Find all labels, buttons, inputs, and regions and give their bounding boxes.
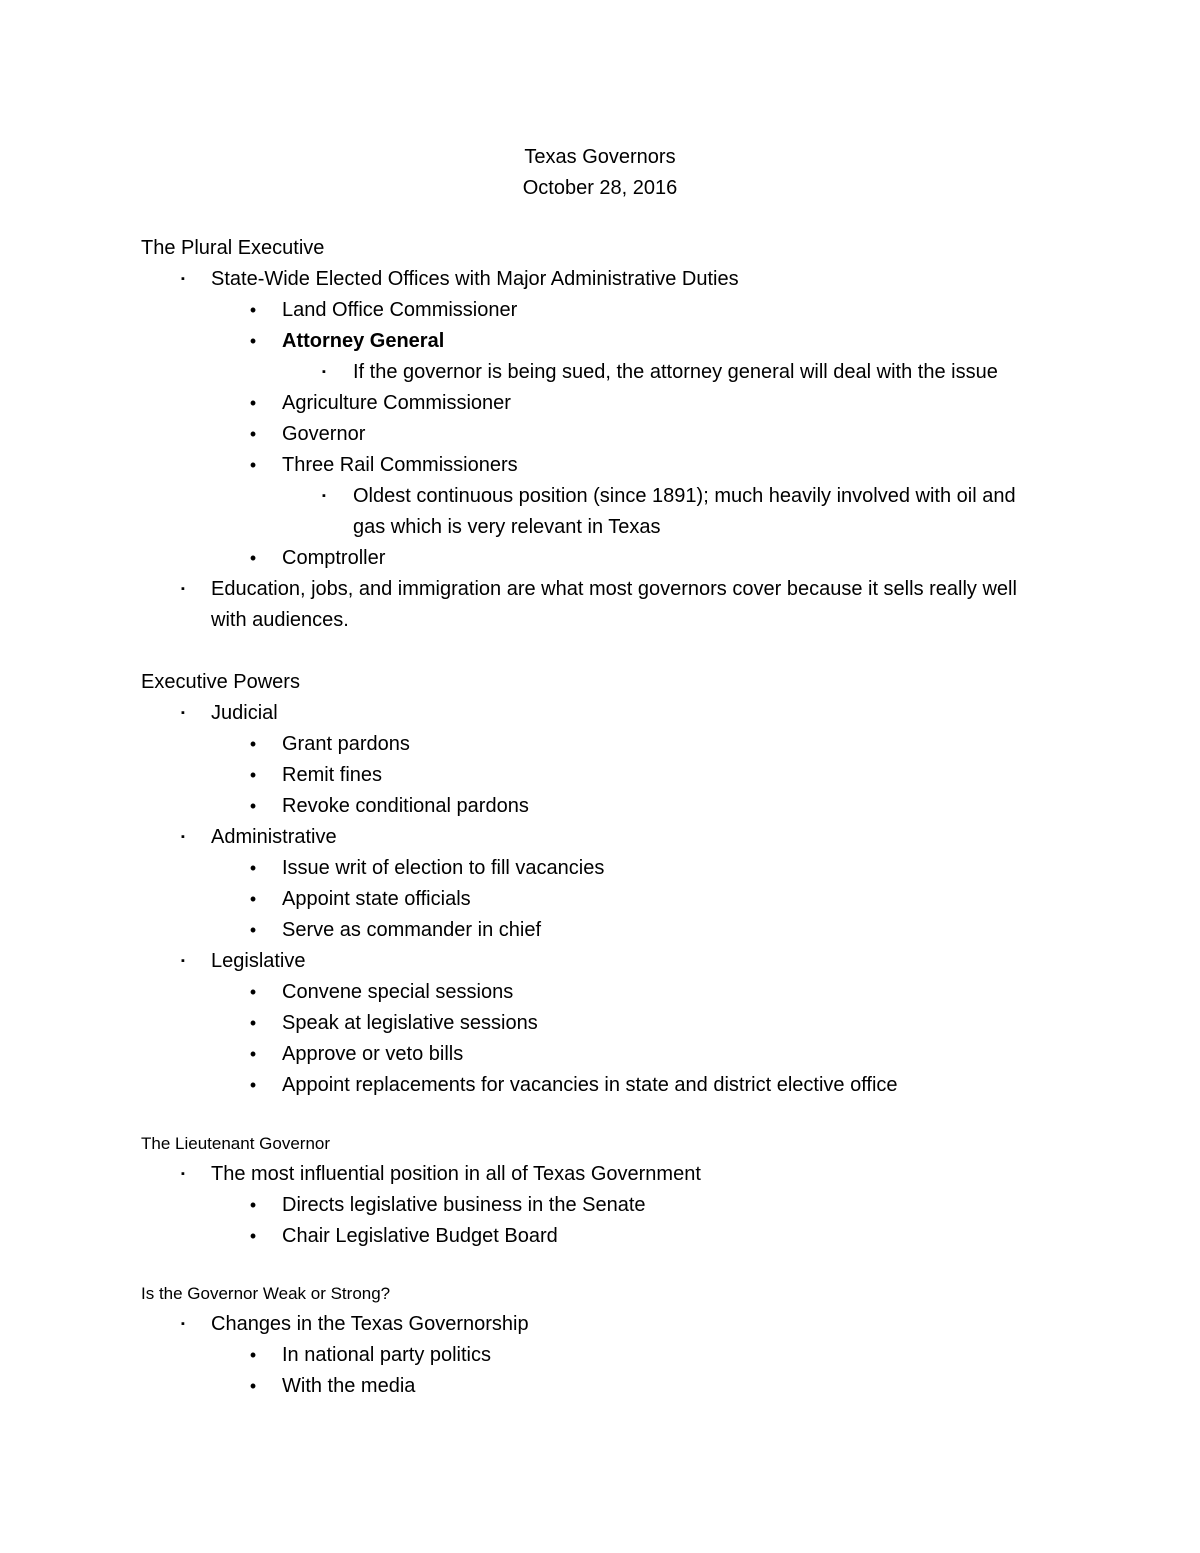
list-item [141,388,1101,419]
list-item [141,326,1101,357]
list-item-text: Three Rail Commissioners [282,454,518,476]
list-item [141,574,1101,636]
section-heading: The Plural Executive [141,237,325,259]
section-heading: Executive Powers [141,671,300,693]
section-heading: Is the Governor Weak or Strong? [141,1284,391,1303]
list-item [141,1221,1101,1252]
round-bullet-icon: • [249,1075,257,1095]
list-item [141,1159,1101,1190]
square-bullet-icon: ▪ [181,831,185,843]
round-bullet-icon: • [249,734,257,754]
list-item [141,915,1101,946]
list-item [141,853,1101,884]
list-item [141,760,1101,791]
section-plural-executive [141,233,1101,636]
list-item-text: Approve or veto bills [282,1043,464,1065]
list-item [141,1371,1101,1402]
list-item [141,1008,1101,1039]
round-bullet-icon: • [249,1013,257,1033]
document-title: Texas Governors [524,146,676,168]
list-item-text: Education, jobs, and immigration are what most governors cover because it sells really well with audiences. [211,578,1017,631]
round-bullet-icon: • [249,858,257,878]
list-item [141,295,1101,326]
square-bullet-icon: ▪ [181,707,185,719]
round-bullet-icon: • [249,424,257,444]
list-item-text: Serve as commander in chief [282,919,542,941]
section-heading: The Lieutenant Governor [141,1134,331,1153]
list-item-text: Revoke conditional pardons [282,795,529,817]
list-item [141,1070,1101,1101]
round-bullet-icon: • [249,331,257,351]
list-item [141,1039,1101,1070]
list-item [141,791,1101,822]
list-item [141,419,1101,450]
title-block [0,142,1200,204]
list-item [141,264,1101,295]
list-item-text: Appoint replacements for vacancies in state and district elective office [282,1074,898,1096]
list-item [141,977,1101,1008]
section-executive-powers [141,667,1101,1101]
list-item-text: Chair Legislative Budget Board [282,1225,558,1247]
round-bullet-icon: • [249,548,257,568]
section-weak-or-strong [141,1278,1101,1402]
square-bullet-icon: ▪ [181,955,185,967]
round-bullet-icon: • [249,796,257,816]
list-item-text: Attorney General [282,330,445,352]
list-item [141,357,1101,388]
list-item-text: Appoint state officials [282,888,471,910]
list-item-text: Changes in the Texas Governorship [211,1313,529,1335]
list-item [141,698,1101,729]
round-bullet-icon: • [249,1195,257,1215]
round-bullet-icon: • [249,300,257,320]
list-item [141,1190,1101,1221]
list-item-text: In national party politics [282,1344,492,1366]
list-item-text: Speak at legislative sessions [282,1012,538,1034]
list-item [141,822,1101,853]
square-bullet-icon: ▪ [181,583,185,595]
list-item [141,543,1101,574]
round-bullet-icon: • [249,982,257,1002]
round-bullet-icon: • [249,1376,257,1396]
list-item [141,481,1101,543]
list-item [141,729,1101,760]
list-item [141,946,1101,977]
round-bullet-icon: • [249,889,257,909]
round-bullet-icon: • [249,920,257,940]
round-bullet-icon: • [249,1044,257,1064]
list-item-text: With the media [282,1375,416,1397]
list-item-text: Directs legislative business in the Senate [282,1194,646,1216]
list-item-text: Convene special sessions [282,981,514,1003]
round-bullet-icon: • [249,1345,257,1365]
list-item-text: Governor [282,423,366,445]
square-bullet-icon: ▪ [181,273,185,285]
list-item-text: Oldest continuous position (since 1891); much heavily involved with oil and gas which is very relevant in Texas [353,485,1016,538]
list-item-text: Agriculture Commissioner [282,392,511,414]
list-item-text: The most influential position in all of Texas Government [211,1163,701,1185]
round-bullet-icon: • [249,765,257,785]
square-bullet-icon: ▪ [181,1318,185,1330]
list-item-text: If the governor is being sued, the attorney general will deal with the issue [353,361,998,383]
list-item-text: Issue writ of election to fill vacancies [282,857,605,879]
document-date: October 28, 2016 [522,177,678,199]
section-lieutenant-governor [141,1128,1101,1252]
list-item-text: Land Office Commissioner [282,299,518,321]
round-bullet-icon: • [249,393,257,413]
list-item-text: Legislative [211,950,306,972]
list-item [141,450,1101,481]
list-item [141,1309,1101,1340]
list-item-text: Remit fines [282,764,383,786]
round-bullet-icon: • [249,455,257,475]
square-bullet-icon: ▪ [181,1168,185,1180]
list-item [141,1340,1101,1371]
list-item-text: Grant pardons [282,733,410,755]
round-bullet-icon: • [249,1226,257,1246]
list-item-text: Comptroller [282,547,386,569]
square-bullet-icon: ▪ [322,366,326,378]
list-item-text: Administrative [211,826,337,848]
list-item-text: State-Wide Elected Offices with Major Administrative Duties [211,268,739,290]
list-item-text: Judicial [211,702,278,724]
list-item [141,884,1101,915]
square-bullet-icon: ▪ [322,490,326,502]
